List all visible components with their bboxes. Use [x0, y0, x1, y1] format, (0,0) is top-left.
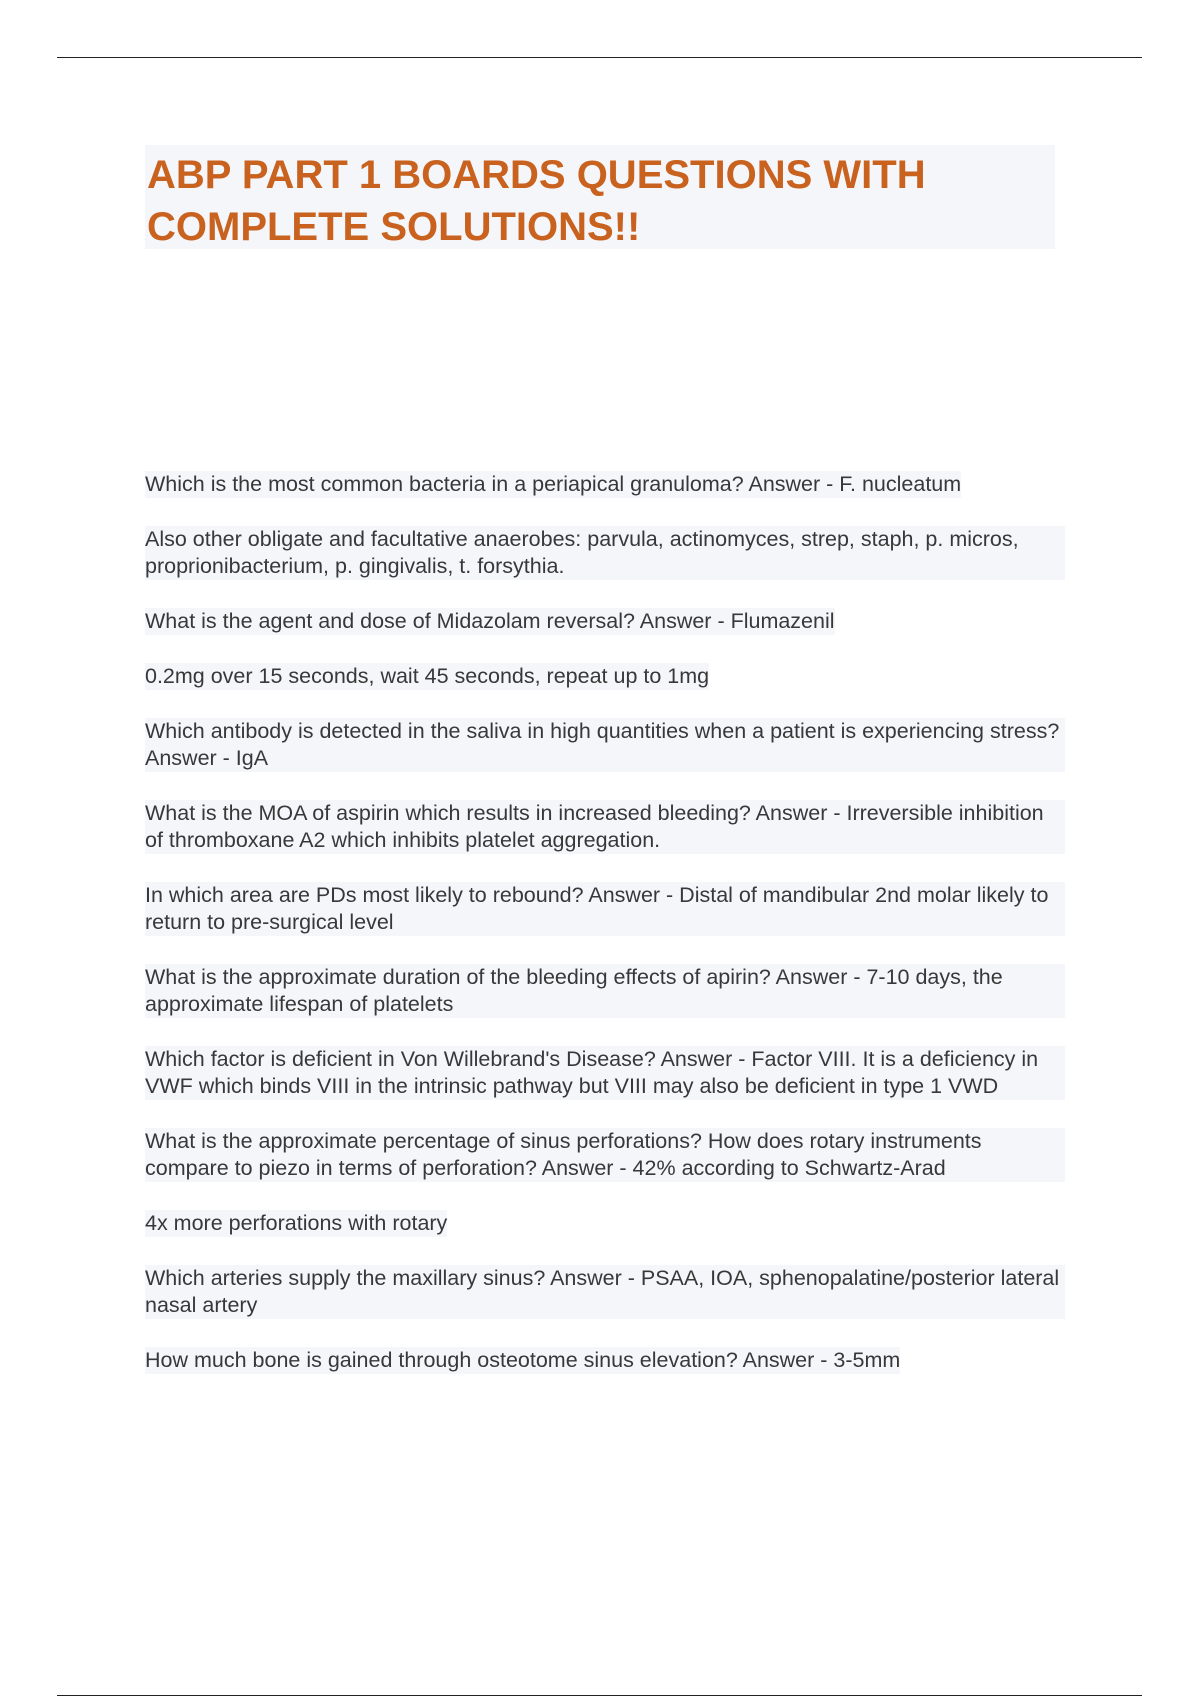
paragraph-3: What is the agent and dose of Midazolam reversal? Answer - Flumazenil [145, 609, 835, 633]
paragraph-10: What is the approximate percentage of sinus perforations? How does rotary instruments compare to piezo in terms of perforation? Answer - 42% according to Schwartz-Arad [145, 1128, 1065, 1182]
paragraph-7: In which area are PDs most likely to rebound? Answer - Distal of mandibular 2nd molar likely to return to pre-surgical level [145, 882, 1065, 936]
document-title: ABP PART 1 BOARDS QUESTIONS WITH COMPLETE SOLUTIONS!! [147, 153, 926, 249]
paragraph-9: Which factor is deficient in Von Willebrand's Disease? Answer - Factor VIII. It is a deficiency in VWF which binds VIII in the intrinsic pathway but VIII may also be deficient in type 1 VWD [145, 1046, 1065, 1100]
paragraph-2: Also other obligate and facultative anaerobes: parvula, actinomyces, strep, staph, p. micros, proprionibacterium, p. gingivalis, t. forsythia. [145, 526, 1065, 580]
paragraph-6: What is the MOA of aspirin which results in increased bleeding? Answer - Irreversible inhibition of thromboxane A2 which inhibits platelet aggregation. [145, 800, 1065, 854]
document-body [145, 471, 1065, 1402]
paragraph-4: 0.2mg over 15 seconds, wait 45 seconds, repeat up to 1mg [145, 664, 710, 688]
paragraph-12: Which arteries supply the maxillary sinus? Answer - PSAA, IOA, sphenopalatine/posterior lateral nasal artery [145, 1265, 1065, 1319]
bottom-rule [57, 1695, 1142, 1696]
paragraph-8: What is the approximate duration of the bleeding effects of apirin? Answer - 7-10 days, the approximate lifespan of platelets [145, 964, 1065, 1018]
top-rule [57, 57, 1142, 58]
paragraph-1: Which is the most common bacteria in a periapical granuloma? Answer - F. nucleatum [145, 472, 962, 496]
paragraph-13: How much bone is gained through osteotome sinus elevation? Answer - 3-5mm [145, 1348, 901, 1372]
paragraph-11: 4x more perforations with rotary [145, 1211, 448, 1235]
paragraph-5: Which antibody is detected in the saliva in high quantities when a patient is experiencing stress? Answer - IgA [145, 718, 1065, 772]
title-block [145, 145, 1055, 249]
